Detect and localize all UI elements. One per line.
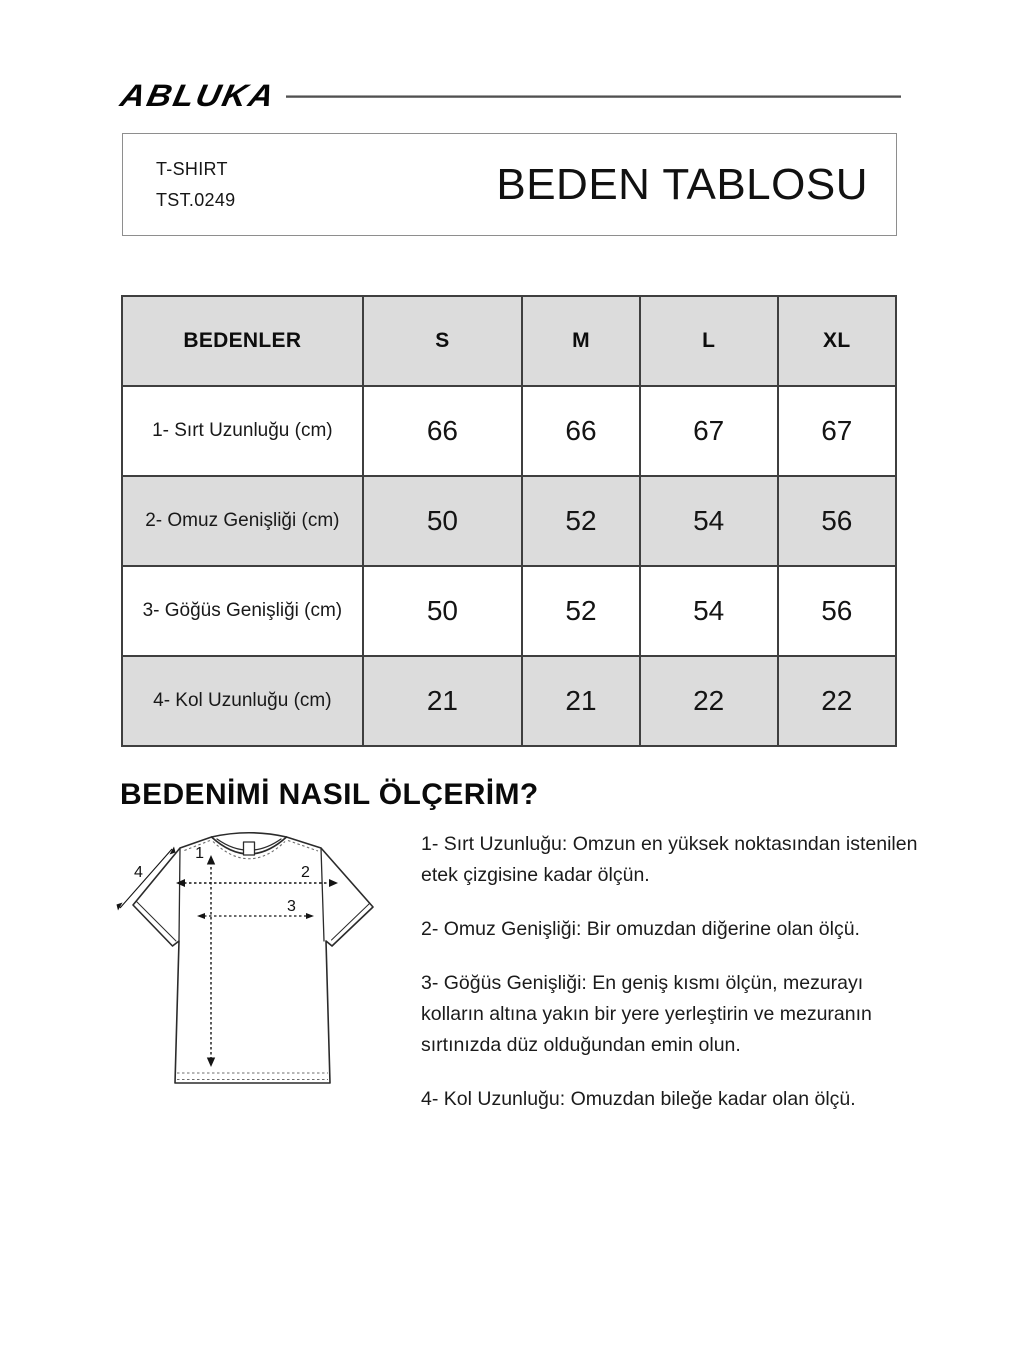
diagram-label-3: 3 (287, 898, 296, 915)
value-cell: 50 (363, 566, 522, 656)
brand-logo: ABLUKA (117, 78, 280, 113)
column-header-xl: XL (778, 296, 896, 386)
diagram-label-4: 4 (134, 864, 143, 881)
row-label-arm-length: 4- Kol Uzunluğu (cm) (122, 656, 363, 746)
value-cell: 22 (778, 656, 896, 746)
column-header-m: M (522, 296, 640, 386)
table-row (122, 566, 896, 656)
value-cell: 66 (363, 386, 522, 476)
brand-row (117, 78, 901, 113)
column-header-bedenler: BEDENLER (122, 296, 363, 386)
table-row (122, 476, 896, 566)
brand-divider-line (286, 95, 901, 98)
value-cell: 50 (363, 476, 522, 566)
value-cell: 66 (522, 386, 640, 476)
value-cell: 56 (778, 566, 896, 656)
value-cell: 56 (778, 476, 896, 566)
value-cell: 67 (778, 386, 896, 476)
instruction-shoulder-width: 2- Omuz Genişliği: Bir omuzdan diğerine olan ölçü. (421, 918, 860, 940)
column-header-l: L (640, 296, 778, 386)
instruction-chest-width: 3- Göğüs Genişliği: En geniş kısmı ölçün, mezurayı kolların altına yakın bir yere yerleştirin ve mezuranın sırtınızda düz olduğundan emin olun. (421, 972, 872, 1056)
column-header-s: S (363, 296, 522, 386)
header-box (122, 133, 897, 236)
table-row (122, 386, 896, 476)
product-type: T-SHIRT (156, 158, 228, 179)
table-header-row (122, 296, 896, 386)
instruction-arm-length: 4- Kol Uzunluğu: Omuzdan bileğe kadar olan ölçü. (421, 1088, 856, 1110)
product-meta (123, 159, 235, 211)
page-title: BEDEN TABLOSU (496, 159, 868, 209)
measure-instructions (421, 829, 921, 1138)
diagram-label-1: 1 (195, 845, 204, 862)
value-cell: 21 (363, 656, 522, 746)
value-cell: 52 (522, 476, 640, 566)
row-label-chest-width: 3- Göğüs Genişliği (cm) (122, 566, 363, 656)
value-cell: 21 (522, 656, 640, 746)
size-table (121, 295, 897, 747)
value-cell: 52 (522, 566, 640, 656)
tshirt-measure-diagram (108, 818, 400, 1100)
value-cell: 22 (640, 656, 778, 746)
value-cell: 54 (640, 566, 778, 656)
value-cell: 67 (640, 386, 778, 476)
instruction-back-length: 1- Sırt Uzunluğu: Omzun en yüksek noktasından istenilen etek çizgisine kadar ölçün. (421, 833, 918, 886)
value-cell: 54 (640, 476, 778, 566)
section-heading: BEDENİMİ NASIL ÖLÇERİM? (120, 778, 539, 811)
table-row (122, 656, 896, 746)
row-label-back-length: 1- Sırt Uzunluğu (cm) (122, 386, 363, 476)
diagram-label-2: 2 (301, 864, 310, 881)
product-code: TST.0249 (156, 189, 236, 210)
row-label-shoulder-width: 2- Omuz Genişliği (cm) (122, 476, 363, 566)
